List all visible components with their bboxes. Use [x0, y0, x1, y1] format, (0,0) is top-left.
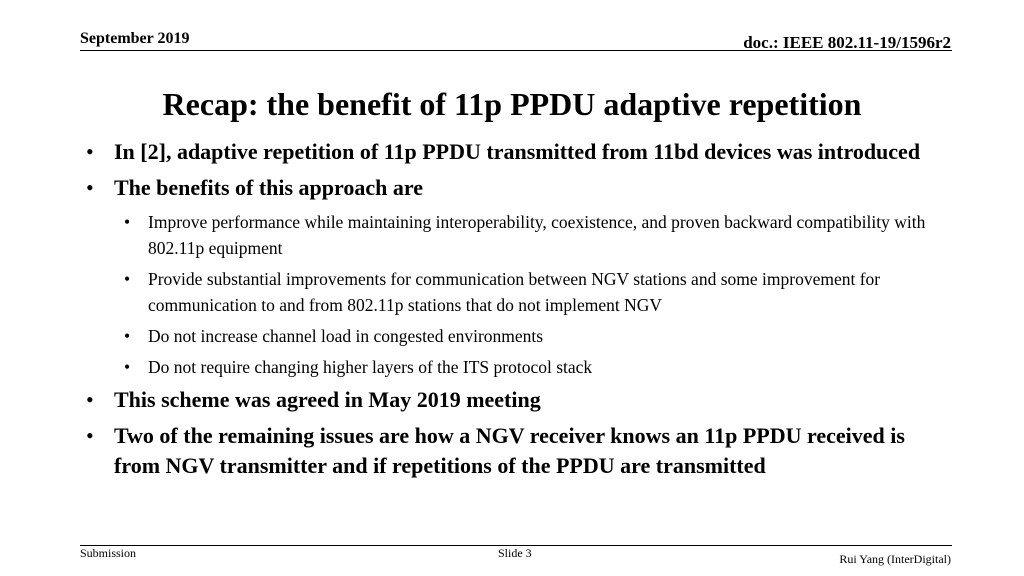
- bullet-dot: •: [86, 423, 94, 448]
- bullet-text: The benefits of this approach are: [114, 175, 424, 200]
- sub-bullet-dot: •: [124, 357, 131, 377]
- sub-bullet-text: Do not require changing higher layers of the ITS protocol stack: [148, 357, 593, 377]
- sub-bullet-dot: •: [124, 269, 131, 289]
- slide-title: Recap: the benefit of 11p PPDU adaptive repetition: [162, 86, 862, 122]
- sub-bullet-item: [84, 354, 944, 380]
- slide-body: [84, 137, 944, 487]
- footer-submission: Submission: [80, 546, 137, 560]
- footer-slide-number: Slide 3: [498, 546, 532, 560]
- bullet-dot: •: [86, 139, 94, 164]
- sub-bullet-item: [84, 209, 944, 261]
- bullet-item: [84, 137, 944, 167]
- bullet-dot: •: [86, 175, 94, 200]
- sub-bullet-text: Do not increase channel load in congested environments: [148, 326, 544, 346]
- sub-bullet-text: Improve performance while maintaining interoperability, coexistence, and proven backward compatibility with 802.11p equipment: [148, 212, 926, 258]
- header-rule: [80, 50, 952, 51]
- bullet-dot: •: [86, 387, 94, 412]
- bullet-text: Two of the remaining issues are how a NGV receiver knows an 11p PPDU received is from NGV transmitter and if repetitions of the PPDU are transmitted: [114, 423, 905, 478]
- sub-bullet-dot: •: [124, 212, 131, 232]
- bullet-item: [84, 173, 944, 203]
- sub-bullet-item: [84, 323, 944, 349]
- sub-bullet-dot: •: [124, 326, 131, 346]
- footer-author: Rui Yang (InterDigital): [839, 552, 951, 566]
- bullet-text: This scheme was agreed in May 2019 meeting: [114, 387, 541, 412]
- sub-bullet-text: Provide substantial improvements for communication between NGV stations and some improvement for communication to and from 802.11p stations that do not implement NGV: [148, 269, 881, 315]
- bullet-text: In [2], adaptive repetition of 11p PPDU transmitted from 11bd devices was introduced: [114, 139, 921, 164]
- header-doc-id: doc.: IEEE 802.11-19/1596r2: [743, 33, 951, 52]
- bullet-item: [84, 385, 944, 415]
- bullet-item: [84, 421, 944, 481]
- header-date: September 2019: [80, 30, 190, 47]
- sub-bullet-item: [84, 266, 944, 318]
